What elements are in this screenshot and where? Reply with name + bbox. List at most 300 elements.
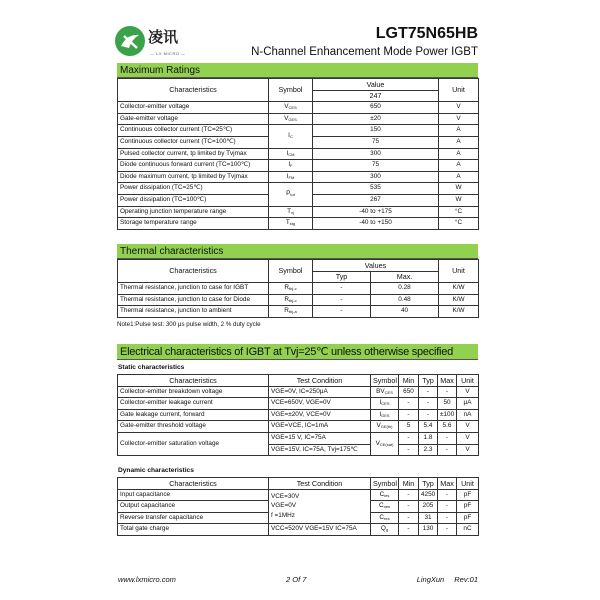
cell-text: VCC=520V VGE=15V IC=75A [271, 525, 357, 533]
table-cell [439, 171, 479, 183]
table-cell [439, 194, 479, 206]
logo-english-text: — LX MICRO — [150, 51, 186, 56]
cell-text: 31 [424, 513, 432, 521]
cell-text: V [465, 422, 470, 430]
table-cell [313, 171, 439, 183]
table-cell [269, 306, 313, 318]
cell-text: Symbol [278, 85, 303, 95]
table-cell [269, 489, 371, 524]
table-cell [269, 125, 313, 148]
table-cell [457, 386, 479, 398]
cell-text: - [340, 295, 343, 303]
table-cell [439, 136, 479, 148]
symbol-subscript: tot [290, 192, 295, 198]
cell-text: Total gate charge [120, 525, 170, 533]
column-header [269, 260, 313, 283]
cell-text: 267 [370, 196, 381, 204]
table-cell [269, 421, 371, 433]
cell-text: VGE=15 V, IC=75A [271, 434, 326, 442]
cell-text: Values [364, 260, 387, 270]
cell-text: 1.8 [423, 434, 433, 442]
column-header [371, 271, 439, 283]
table-cell [419, 421, 438, 433]
table-row [118, 171, 479, 183]
symbol-subscript: CM [288, 151, 295, 157]
table-cell [439, 148, 479, 160]
footnote: Note1:Pulse test: 300 μs pulse width, 2 % duty cycle [117, 321, 261, 328]
cell-text: - [426, 387, 430, 395]
table-cell [399, 444, 419, 456]
table-cell [439, 102, 479, 114]
cell-text: Min [402, 375, 415, 385]
table-cell [457, 444, 479, 456]
cell-text: V [456, 103, 461, 111]
symbol-subscript: g [385, 527, 389, 533]
column-header [438, 478, 457, 490]
table-cell [269, 386, 371, 398]
cell-text: C [379, 513, 385, 521]
table-cell [269, 432, 371, 444]
cell-text: C [378, 502, 384, 510]
cell-text: VGE=0V, IC=250μA [271, 387, 328, 395]
table-cell [118, 294, 269, 306]
symbol-subscript: thj-c [289, 286, 297, 292]
table-cell [118, 421, 269, 433]
cell-text: Symbol [373, 375, 397, 385]
cell-text: Test Condition [296, 375, 343, 385]
cell-text: Input capacitance [120, 490, 171, 498]
table-cell [313, 194, 439, 206]
symbol-subscript: GES [381, 412, 390, 418]
cell-text: 5.6 [442, 422, 452, 430]
cell-text: Storage temperature range [120, 219, 197, 227]
cell-text: C [379, 490, 385, 498]
column-header [269, 375, 371, 387]
table-cell [419, 409, 438, 421]
table-cell [439, 294, 479, 306]
table-cell [118, 398, 269, 410]
table-cell [118, 524, 269, 536]
cell-text: W [455, 196, 462, 204]
cell-text: - [426, 399, 430, 407]
symbol-subscript: CES [384, 389, 393, 395]
cell-text: V [284, 114, 289, 122]
table-cell [118, 306, 269, 318]
table-cell [438, 524, 457, 536]
symbol-subscript: CE(sat) [379, 441, 394, 447]
table-cell [439, 113, 479, 125]
column-header [269, 478, 371, 490]
column-header [419, 478, 438, 490]
cell-text: - [407, 525, 410, 533]
column-header [457, 375, 479, 387]
cell-text: -40 to +150 [359, 219, 392, 227]
header-row [118, 478, 479, 490]
cell-text: - [445, 387, 449, 395]
cell-text: Gate-emitter threshold voltage [120, 422, 206, 430]
cell-text: Gate leakage current, forward [120, 410, 205, 418]
table-row [118, 432, 479, 444]
cell-text: - [407, 434, 410, 442]
cell-text: -40 to +175 [359, 207, 392, 215]
cell-text: 650 [370, 103, 381, 111]
cell-text: Unit [452, 266, 465, 276]
cell-text: 150 [370, 126, 381, 134]
table-cell [371, 421, 399, 433]
symbol-subscript: stg [289, 221, 296, 227]
cell-text: pF [463, 513, 472, 521]
table-cell [438, 501, 457, 513]
cell-text: - [407, 490, 410, 498]
cell-text: 247 [369, 91, 382, 101]
cell-text: 50 [443, 399, 451, 407]
table-cell [118, 432, 269, 455]
table-cell [457, 512, 479, 524]
cell-text: A [456, 172, 461, 180]
table-cell [457, 432, 479, 444]
cell-text: Thermal resistance, junction to case for Diode [120, 295, 251, 303]
symbol-subscript: FM [288, 174, 295, 180]
table-cell [371, 432, 399, 455]
symbol-subscript: ies [384, 492, 390, 498]
cell-text: Reverse transfer capacitance [120, 513, 204, 521]
cell-text: A [456, 126, 461, 134]
symbol-subscript: vj [291, 209, 294, 215]
cell-text: 2.3 [423, 445, 433, 453]
symbol-subscript: thj-a [288, 309, 297, 315]
symbol-subscript: CES [288, 105, 297, 111]
cell-text: 75 [371, 138, 380, 146]
table-cell [313, 283, 371, 295]
column-header [313, 260, 439, 272]
cell-text: T [287, 207, 291, 215]
cell-text: μA [463, 399, 472, 407]
table-cell [419, 432, 438, 444]
cell-text: 4250 [421, 490, 436, 498]
table-cell [457, 409, 479, 421]
cell-text: Min [402, 478, 415, 488]
maximum-ratings-table [117, 78, 479, 230]
cell-text: Symbol [373, 478, 397, 488]
cell-text: Max [440, 478, 454, 488]
dynamic-characteristics-title: Dynamic characteristics [118, 467, 194, 474]
static-characteristics-table [117, 374, 479, 456]
cell-text: 0.28 [398, 284, 411, 292]
cell-text: - [407, 513, 410, 521]
table-cell [371, 524, 399, 536]
symbol-subscript: thj-c [289, 297, 297, 303]
symbol-subscript: res [384, 515, 390, 521]
cell-text: VGE=VCE, IC=1mA [271, 422, 329, 430]
cell-text: Test Condition [296, 478, 343, 488]
column-header [399, 375, 419, 387]
table-cell [269, 171, 313, 183]
table-cell [313, 160, 439, 172]
table-cell [419, 501, 438, 513]
table-cell [269, 148, 313, 160]
table-cell [371, 501, 399, 513]
table-cell [118, 501, 269, 513]
column-header [439, 260, 479, 283]
cell-text: - [445, 525, 449, 533]
cell-text: Unit [461, 478, 474, 488]
column-header [419, 375, 438, 387]
table-cell [419, 512, 438, 524]
table-cell [457, 501, 479, 513]
cell-text: I [379, 410, 382, 418]
cell-text: nC [463, 525, 472, 533]
cell-text: VCE=650V, VGE=0V [271, 399, 331, 407]
table-cell [313, 218, 439, 230]
cell-text: - [445, 490, 449, 498]
footer-website: www.lxmicro.com [118, 575, 176, 584]
table-cell [438, 398, 457, 410]
table-cell [371, 306, 439, 318]
header-row [118, 260, 479, 272]
cell-text: VGE=±20V, VCE=0V [271, 410, 331, 418]
table-row [118, 125, 479, 137]
table-cell [269, 183, 313, 206]
cell-text: Characteristics [169, 375, 217, 385]
table-row [118, 148, 479, 160]
column-header [313, 90, 439, 102]
cell-text: 75 [371, 161, 380, 169]
table-row [118, 294, 479, 306]
column-header [313, 271, 371, 283]
footer-revision: Rev:01 [454, 575, 478, 584]
table-cell [419, 444, 438, 456]
table-cell [457, 524, 479, 536]
table-row [118, 524, 479, 536]
cell-text: Characteristics [169, 266, 217, 276]
column-header [313, 79, 439, 91]
cell-text: Operating junction temperature range [120, 207, 227, 215]
cell-text: - [445, 434, 449, 442]
table-cell [419, 489, 438, 501]
table-row [118, 489, 479, 501]
table-row [118, 398, 479, 410]
table-cell [269, 294, 313, 306]
table-cell [269, 524, 371, 536]
table-cell [313, 206, 439, 218]
cell-text: 130 [422, 525, 434, 533]
table-cell [371, 489, 399, 501]
cell-text: Diode maximum current, tp limited by Tvjmax [120, 172, 248, 180]
table-cell [371, 283, 439, 295]
column-header [118, 79, 269, 102]
table-cell [438, 421, 457, 433]
cell-text: R [284, 284, 290, 292]
cell-text: ±100 [440, 410, 455, 418]
cell-text: Thermal resistance, junction to ambient [120, 307, 232, 315]
company-logo [115, 24, 195, 64]
table-cell [269, 113, 313, 125]
table-row [118, 218, 479, 230]
dynamic-characteristics-table [117, 477, 479, 536]
table-cell [269, 160, 313, 172]
cell-text: I [379, 399, 382, 407]
cell-text: T [285, 219, 290, 227]
table-cell [118, 160, 269, 172]
cell-text: - [407, 445, 410, 453]
footer-right-group [417, 575, 478, 584]
table-row [118, 306, 479, 318]
cell-text: Thermal resistance, junction to case for IGBT [120, 284, 249, 292]
cell-text: Value [366, 79, 385, 89]
cell-text: Unit [461, 375, 474, 385]
table-cell [371, 409, 399, 421]
table-cell [269, 409, 371, 421]
cell-text: pF [463, 502, 472, 510]
table-row [118, 206, 479, 218]
table-cell [439, 160, 479, 172]
column-header [457, 478, 479, 490]
cell-text: 40 [400, 307, 409, 315]
table-cell [118, 171, 269, 183]
static-characteristics-title: Static characteristics [118, 364, 185, 371]
device-subtitle: N-Channel Enhancement Mode Power IGBT [251, 46, 478, 58]
cell-text: Collector-emitter leakage current [120, 399, 213, 407]
cell-text: P [286, 190, 291, 198]
footer-company: LingXun [416, 575, 445, 584]
cell-text: Pulsed collector current, tp limited by Tvjmax [120, 149, 247, 157]
table-cell [118, 148, 269, 160]
table-cell [457, 398, 479, 410]
section-electrical: Electrical characteristics of IGBT at Tvj=25℃ unless otherwise specified [117, 344, 478, 360]
table-row [118, 386, 479, 398]
cell-text: Gate-emitter voltage [120, 114, 178, 122]
table-cell [118, 409, 269, 421]
table-row [118, 421, 479, 433]
table-row [118, 102, 479, 114]
table-cell [399, 512, 419, 524]
table-cell [118, 113, 269, 125]
column-header [399, 478, 419, 490]
table-cell [313, 113, 439, 125]
cell-text: - [426, 410, 430, 418]
cell-text: V [376, 422, 381, 430]
table-cell [313, 125, 439, 137]
header-row [118, 79, 479, 91]
symbol-subscript: C [289, 134, 293, 140]
cell-text: 300 [370, 149, 381, 157]
cell-text: V [284, 103, 289, 111]
table-cell [313, 102, 439, 114]
cell-text: Typ [422, 375, 434, 385]
column-header [438, 375, 457, 387]
table-cell [438, 432, 457, 444]
cell-text: Q [380, 525, 386, 533]
table-cell [399, 421, 419, 433]
table-cell [399, 489, 419, 501]
cell-text: Unit [452, 85, 465, 95]
table-cell [118, 512, 269, 524]
table-cell [439, 306, 479, 318]
table-cell [269, 102, 313, 114]
table-cell [399, 501, 419, 513]
cell-text: Continuous collector current (TC=25℃) [120, 126, 233, 134]
cell-text: 650 [403, 387, 414, 395]
table-cell [269, 218, 313, 230]
cell-text: I [286, 172, 289, 180]
table-cell [438, 444, 457, 456]
cell-text: - [340, 307, 343, 315]
table-cell [269, 283, 313, 295]
table-cell [118, 218, 269, 230]
cell-text: Max [440, 375, 454, 385]
symbol-subscript: GES [288, 116, 297, 122]
cell-text: VCE=30V VGE=0V f =1MHz [271, 492, 300, 519]
section-thermal: Thermal characteristics [117, 244, 478, 259]
table-cell [438, 409, 457, 421]
table-cell [419, 386, 438, 398]
table-cell [313, 136, 439, 148]
table-cell [118, 386, 269, 398]
column-header [371, 478, 399, 490]
column-header [118, 478, 269, 490]
table-row [118, 113, 479, 125]
cell-text: Power dissipation (TC=100℃) [120, 196, 207, 204]
table-cell [419, 524, 438, 536]
table-cell [118, 489, 269, 501]
cell-text: - [407, 399, 410, 407]
cell-text: 535 [370, 184, 381, 192]
cell-text: 5 [406, 422, 411, 430]
cell-text: - [445, 513, 449, 521]
logo-chinese-text: 凌讯 [148, 28, 179, 46]
section-maximum-ratings: Maximum Ratings [117, 63, 478, 78]
cell-text: I [286, 149, 289, 157]
part-number: LGT75N65HB [375, 25, 478, 42]
table-cell [439, 206, 479, 218]
cell-text: - [407, 410, 410, 418]
table-cell [419, 398, 438, 410]
cell-text: Collector-emitter voltage [120, 103, 190, 111]
thermal-table [117, 259, 479, 318]
cell-text: - [407, 502, 410, 510]
cell-text: I [288, 161, 291, 169]
table-cell [439, 125, 479, 137]
cell-text: R [284, 307, 289, 315]
table-cell [438, 512, 457, 524]
table-row [118, 160, 479, 172]
cell-text: 0.48 [398, 295, 411, 303]
cell-text: 300 [370, 172, 381, 180]
header-row [118, 375, 479, 387]
table-cell [269, 444, 371, 456]
cell-text: A [456, 161, 461, 169]
table-cell [118, 206, 269, 218]
table-cell [371, 512, 399, 524]
table-row [118, 183, 479, 195]
cell-text: Max. [396, 272, 413, 282]
table-cell [439, 183, 479, 195]
table-cell [399, 432, 419, 444]
cell-text: K/W [452, 307, 465, 315]
footer-page-number: 2 Of 7 [286, 575, 307, 584]
cell-text: V [375, 439, 380, 447]
cell-text: nA [463, 410, 472, 418]
cell-text: Typ [422, 478, 434, 488]
table-cell [269, 206, 313, 218]
cell-text: A [456, 138, 461, 146]
table-cell [118, 194, 269, 206]
table-cell [118, 283, 269, 295]
cell-text: BV [376, 387, 385, 395]
cell-text: - [445, 502, 449, 510]
table-cell [438, 386, 457, 398]
logo-mark-icon [115, 26, 145, 56]
